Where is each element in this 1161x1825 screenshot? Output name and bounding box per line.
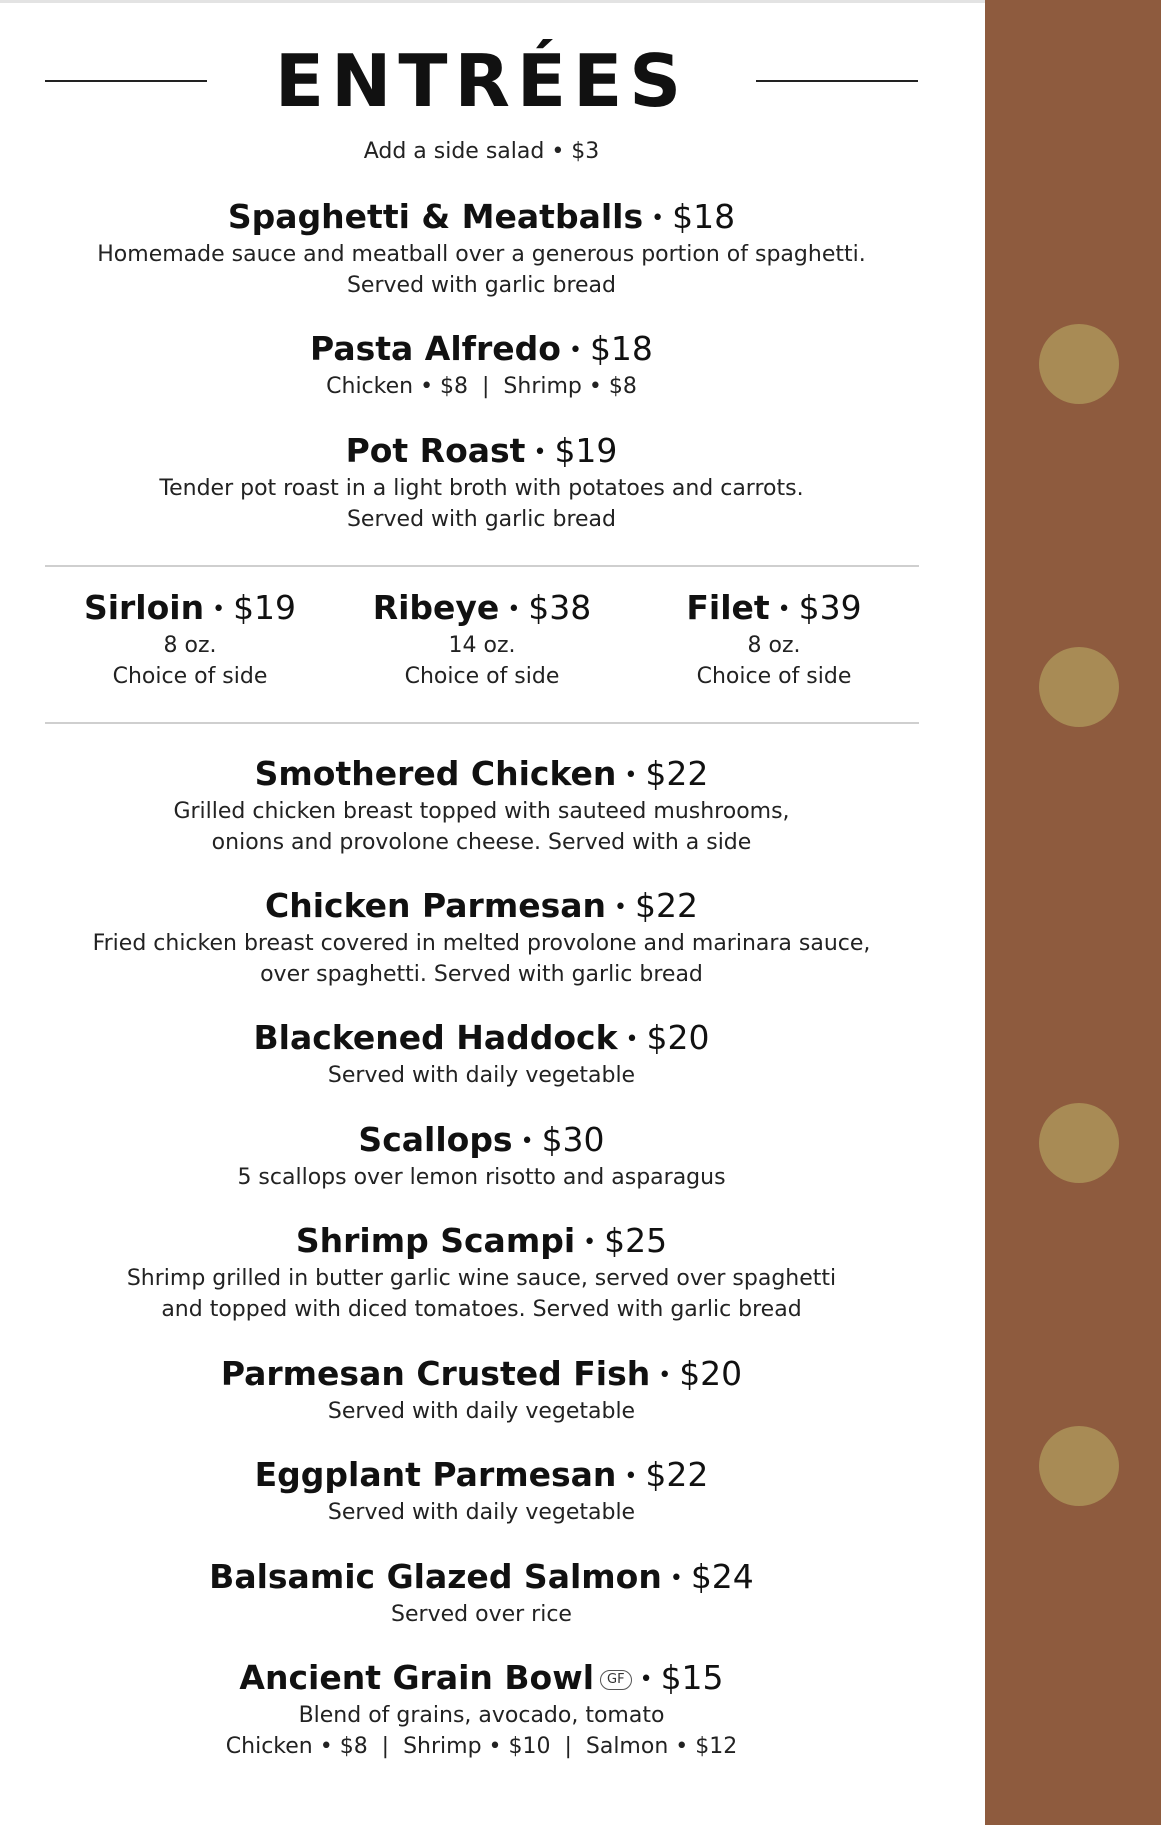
decorative-side-panel bbox=[985, 0, 1161, 1825]
menu-item bbox=[0, 431, 963, 535]
item-price: $18 bbox=[672, 197, 736, 236]
item-price: $20 bbox=[679, 1354, 743, 1393]
steak-side: Choice of side bbox=[696, 663, 852, 689]
item-description: and topped with diced tomatoes. Served with garlic bread bbox=[161, 1296, 802, 1322]
item-price: $20 bbox=[646, 1018, 710, 1057]
steak-row bbox=[45, 588, 919, 700]
item-price: $30 bbox=[541, 1120, 605, 1159]
item-price: $19 bbox=[233, 588, 297, 627]
item-price: $22 bbox=[645, 1455, 709, 1494]
item-price: $24 bbox=[690, 1557, 754, 1596]
steak-size: 14 oz. bbox=[448, 632, 516, 658]
item-description: Shrimp grilled in butter garlic wine sauce, served over spaghetti bbox=[126, 1265, 837, 1291]
item-separator: • bbox=[777, 596, 791, 622]
item-heading bbox=[0, 197, 963, 239]
item-name: Sirloin bbox=[83, 588, 205, 627]
menu-item bbox=[0, 1455, 963, 1528]
item-name: Chicken Parmesan bbox=[264, 886, 607, 925]
item-name: Spaghetti & Meatballs bbox=[227, 197, 644, 236]
item-heading bbox=[0, 1018, 963, 1060]
item-name: Parmesan Crusted Fish bbox=[220, 1354, 651, 1393]
item-separator: • bbox=[639, 1666, 653, 1692]
item-heading bbox=[0, 1354, 963, 1396]
item-heading bbox=[0, 1557, 963, 1599]
steak-item bbox=[337, 588, 627, 692]
item-description: Homemade sauce and meatball over a generous portion of spaghetti. bbox=[97, 241, 866, 267]
decorative-dot bbox=[1039, 647, 1119, 727]
menu-header bbox=[0, 38, 963, 124]
item-price: $22 bbox=[645, 754, 709, 793]
item-description: over spaghetti. Served with garlic bread bbox=[260, 961, 703, 987]
item-separator: • bbox=[625, 1026, 639, 1052]
item-description: Served with daily vegetable bbox=[327, 1499, 636, 1525]
item-name: Blackened Haddock bbox=[253, 1018, 618, 1057]
item-separator: • bbox=[658, 1362, 672, 1388]
section-divider bbox=[45, 565, 919, 567]
decorative-dot bbox=[1039, 1103, 1119, 1183]
decorative-dot bbox=[1039, 324, 1119, 404]
item-description: Fried chicken breast covered in melted provolone and marinara sauce, bbox=[92, 930, 871, 956]
item-heading bbox=[337, 588, 627, 630]
item-price: $38 bbox=[528, 588, 592, 627]
menu-item bbox=[0, 1221, 963, 1325]
item-name: Shrimp Scampi bbox=[295, 1221, 576, 1260]
item-price: $15 bbox=[660, 1658, 724, 1697]
item-heading bbox=[629, 588, 919, 630]
item-heading bbox=[0, 431, 963, 473]
item-separator: • bbox=[624, 1463, 638, 1489]
item-price: $39 bbox=[798, 588, 862, 627]
section-divider bbox=[45, 722, 919, 724]
item-separator: • bbox=[624, 762, 638, 788]
item-separator: • bbox=[568, 337, 582, 363]
item-name: Smothered Chicken bbox=[254, 754, 617, 793]
item-name: Pot Roast bbox=[345, 431, 526, 470]
gluten-free-badge: GF bbox=[600, 1670, 632, 1690]
menu-item bbox=[0, 1557, 963, 1630]
item-addons: Chicken • $8 | Shrimp • $10 | Salmon • $12 bbox=[225, 1733, 738, 1759]
steak-item bbox=[629, 588, 919, 692]
item-price: $19 bbox=[554, 431, 618, 470]
item-name: Ribeye bbox=[372, 588, 500, 627]
item-description: onions and provolone cheese. Served with a side bbox=[211, 829, 752, 855]
item-name: Filet bbox=[686, 588, 770, 627]
item-description: Served with daily vegetable bbox=[327, 1062, 636, 1088]
steak-size: 8 oz. bbox=[747, 632, 801, 658]
menu-title: ENTRÉES bbox=[274, 39, 689, 123]
item-separator: • bbox=[533, 439, 547, 465]
item-separator: • bbox=[651, 205, 665, 231]
item-description: Served with daily vegetable bbox=[327, 1398, 636, 1424]
item-heading bbox=[0, 1455, 963, 1497]
item-separator: • bbox=[520, 1128, 534, 1154]
item-heading bbox=[0, 329, 963, 371]
item-name: Scallops bbox=[358, 1120, 513, 1159]
menu-item bbox=[0, 197, 963, 301]
item-heading bbox=[0, 886, 963, 928]
item-description: 5 scallops over lemon risotto and asparagus bbox=[237, 1164, 726, 1190]
menu-item bbox=[0, 329, 963, 402]
item-separator: • bbox=[507, 596, 521, 622]
item-separator: • bbox=[614, 894, 627, 920]
menu-item bbox=[0, 1018, 963, 1091]
item-heading bbox=[0, 754, 963, 796]
item-separator: • bbox=[583, 1229, 597, 1255]
item-price: $22 bbox=[635, 886, 698, 925]
menu-item bbox=[0, 1120, 963, 1193]
menu-item bbox=[0, 886, 963, 990]
item-separator: • bbox=[669, 1565, 683, 1591]
item-separator: • bbox=[212, 596, 226, 622]
item-description: Served with garlic bread bbox=[346, 506, 617, 532]
steak-size: 8 oz. bbox=[163, 632, 217, 658]
steak-item bbox=[45, 588, 335, 692]
item-description: Served over rice bbox=[391, 1601, 572, 1627]
item-heading bbox=[0, 1658, 963, 1700]
item-description: Served with garlic bread bbox=[346, 272, 617, 298]
steak-side: Choice of side bbox=[112, 663, 268, 689]
item-heading bbox=[0, 1120, 963, 1162]
item-description: Grilled chicken breast topped with sauteed mushrooms, bbox=[173, 798, 790, 824]
decorative-dot bbox=[1039, 1426, 1119, 1506]
item-heading bbox=[45, 588, 335, 630]
item-name: Pasta Alfredo bbox=[310, 329, 561, 368]
menu-item bbox=[0, 754, 963, 858]
item-name: Ancient Grain Bowl bbox=[239, 1658, 595, 1697]
item-name: Balsamic Glazed Salmon bbox=[209, 1557, 662, 1596]
steak-side: Choice of side bbox=[404, 663, 560, 689]
item-price: $18 bbox=[589, 329, 653, 368]
item-heading bbox=[0, 1221, 963, 1263]
item-price: $25 bbox=[604, 1221, 668, 1260]
item-description: Blend of grains, avocado, tomato bbox=[298, 1702, 665, 1728]
menu-item bbox=[0, 1354, 963, 1427]
title-divider-right bbox=[756, 80, 918, 82]
menu-item bbox=[0, 1658, 963, 1762]
item-addons: Chicken • $8 | Shrimp • $8 bbox=[326, 373, 637, 399]
item-description: Tender pot roast in a light broth with potatoes and carrots. bbox=[159, 475, 804, 501]
side-salad-note: Add a side salad • $3 bbox=[363, 139, 600, 164]
item-name: Eggplant Parmesan bbox=[254, 1455, 617, 1494]
